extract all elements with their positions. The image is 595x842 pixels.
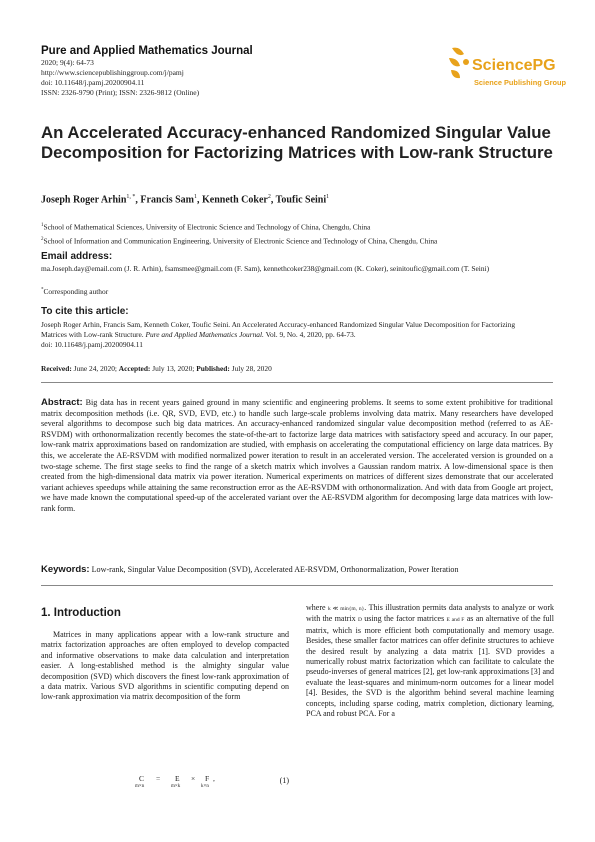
author-sup: 1 — [194, 194, 197, 200]
right-where: where — [306, 603, 329, 612]
citation — [41, 320, 541, 351]
accepted-date: July 13, 2020; — [150, 364, 197, 373]
matrices-e-f: E and F — [446, 617, 465, 624]
email-heading: Email address: — [41, 251, 113, 262]
matrix-d: D — [357, 617, 362, 624]
right-text-2: using the factor matrices — [361, 614, 447, 624]
asterisk: * — [41, 287, 44, 293]
logo-wordmark: SciencePG — [472, 57, 556, 74]
dates-line — [41, 364, 272, 373]
divider — [41, 382, 553, 383]
eq-f-sub: k×n — [201, 784, 209, 789]
abstract-text: Big data has in recent years gained ground in many scientific and engineering problems. It seems to some extent prohibitive for traditional matrix decomposition methods (i.e. QR, SVD, EVD, etc.) to handle such large-scale problems involving data matrix. Many researchers have developed several algorithms to decompose such big data matrices. An accuracy-enhanced randomized singular value decomposition method (referred to as AE-RSVDM) with orthonormalization recently becomes the state-of-the-art to factorize large data matrices with satisfactory speed and accuracy. In our paper, low-rank matrix approximations based on randomization are studied, with emphasis on accelerating the computational efficiency on large data matrices. By this, we accelerate the AE-RSVDM with modified normalized power iteration to result in an accelerated version. The accelerated version is grounded on a two-stage scheme. The first stage seeks to find the range of a sketch matrix which involves a Gaussian random matrix. A low-dimensional space is then created from the high-dimensional data matrix via power iteration. Numerical experiments on matrices of different sizes demonstrate that our accelerated variant achieves speedups while attaining the same reconstruction error as the AE-RSVDM with orthonormalization. And with data from Google art project, we have made known the computational speed-up of the accelerated variant over the AE-RSVDM algorithm for decomposing large data matrices with low-rank form. — [41, 398, 553, 513]
right-text-1: . This illustration permits data analysts to analyze or work with the matrix — [306, 603, 555, 624]
author-sup: 1, * — [126, 194, 136, 200]
eq-e: E — [175, 774, 180, 783]
keywords-label: Keywords: — [41, 564, 90, 575]
eq-c: C — [139, 774, 145, 783]
affiliation — [41, 235, 437, 246]
logo-subtitle: Science Publishing Group — [474, 78, 566, 87]
abstract — [41, 398, 553, 515]
keywords-text: Low-rank, Singular Value Decomposition (SVD), Accelerated AE-RSVDM, Orthonormalization, Power Iteration — [91, 565, 459, 574]
sciencepg-logo — [446, 44, 566, 98]
right-text-3: as an alternative of the full matrix, which is more efficient both computationally and memory usage. Besides, these smaller factor matrices can offer definite structures to achieve the desired result by analyzing a data matrix [1]. SVD provides a numerically robust matrix factorization which can facilitate to calculate the pseudo-inverses of general matrices [2], get low-rank approximations [3] and evaluate the least-squares and minimum-norm outcomes for a linear model [4]. Besides, the SVD is the algorithm behind several machine learning concepts, including sparse coding, matrix completion, dictionary learning, PCA and robust PCA. For a — [306, 614, 554, 719]
journal-issn: ISSN: 2326-9790 (Print); ISSN: 2326-9812 (Online) — [41, 88, 200, 97]
left-column-text: Matrices in many applications appear with a low-rank structure and matrix factorization approaches are often employed to develop compacted and informative observations to make data calculation and interpretation easier. A long-established method is the almighty singular value decomposition (SVD) which discovers the finest low-rank approximation of a data matrix. Various SVD algorithms in scientific computing depend on low-rank approximation via matrix decomposition of the form — [41, 630, 289, 702]
affiliation-text: School of Mathematical Sciences, University of Electronic Science and Technology of China, Chengdu, China — [43, 222, 371, 232]
affiliation-sup: 1 — [41, 223, 44, 228]
section-heading: 1. Introduction — [41, 607, 121, 619]
corresponding-label: Corresponding author — [43, 287, 109, 296]
author-sep: , — [270, 194, 276, 206]
eq-c-sub: m×n — [135, 784, 145, 789]
citation-text: Joseph Roger Arhin, Francis Sam, Kenneth Coker, Toufic Seini. An Accelerated Accuracy-enhanced Randomized Singular Value Decomposition for Factorizing Matrices with Low-rank Structure. — [41, 320, 516, 340]
published-date: July 28, 2020 — [229, 364, 272, 373]
equation-number: (1) — [279, 776, 289, 785]
paper-title: An Accelerated Accuracy-enhanced Randomized Singular Value Decomposition for Factorizing Matrices with Low-rank Structure — [41, 123, 553, 162]
citation-doi[interactable]: doi: 10.11648/j.pamj.20200904.11 — [41, 340, 143, 350]
eq-e-sub: m×k — [171, 784, 181, 789]
received-label: Received: — [41, 364, 72, 373]
affiliation-text: School of Information and Communication Engineering, University of Electronic Science and Technology of China, Chengdu, China — [43, 236, 438, 246]
author-name[interactable]: Toufic Seini — [275, 194, 327, 206]
citation-journal: Pure and Applied Mathematics Journal. — [145, 330, 264, 340]
author-name[interactable]: Joseph Roger Arhin — [41, 194, 127, 206]
journal-doi: doi: 10.11648/j.pamj.20200904.11 — [41, 78, 145, 87]
journal-name: Pure and Applied Mathematics Journal — [41, 45, 253, 57]
equation-1 — [41, 770, 289, 796]
corresponding-note — [41, 287, 108, 296]
published-label: Published: — [196, 364, 230, 373]
affiliation-sup: 2 — [41, 237, 44, 242]
abstract-label: Abstract: — [41, 397, 83, 408]
eq-f: F — [205, 774, 210, 783]
author-name[interactable]: Francis Sam — [140, 194, 194, 206]
author-sep: , — [197, 194, 202, 206]
author-list — [41, 194, 329, 205]
accepted-label: Accepted: — [118, 364, 151, 373]
divider — [41, 585, 553, 586]
journal-url[interactable]: http://www.sciencepublishinggroup.com/j/pamj — [41, 68, 184, 77]
author-sup: 1 — [326, 194, 330, 200]
eq-comma: , — [213, 774, 215, 783]
received-date: June 24, 2020; — [71, 364, 119, 373]
author-name[interactable]: Kenneth Coker — [202, 194, 268, 206]
citation-volume: Vol. 9, No. 4, 2020, pp. 64-73. — [263, 330, 356, 340]
affiliation — [41, 221, 370, 232]
right-column-text — [306, 603, 554, 719]
keywords — [41, 564, 553, 575]
cite-heading: To cite this article: — [41, 306, 129, 317]
eq-equals: = — [156, 774, 161, 783]
rank-condition: k ≪ min{m, n} — [328, 606, 365, 612]
email-list[interactable]: ma.Joseph.day@email.com (J. R. Arhin), fsamsmee@gmail.com (F. Sam), kennethcoker238@gmail.com (K. Coker), seinitoufic@gmail.com (T. Seini) — [41, 264, 490, 273]
journal-meta — [41, 58, 199, 98]
eq-times: × — [191, 774, 196, 783]
author-sep: , — [135, 194, 141, 206]
volume-line: 2020; 9(4): 64-73 — [41, 58, 94, 67]
author-sup: 2 — [267, 194, 271, 200]
